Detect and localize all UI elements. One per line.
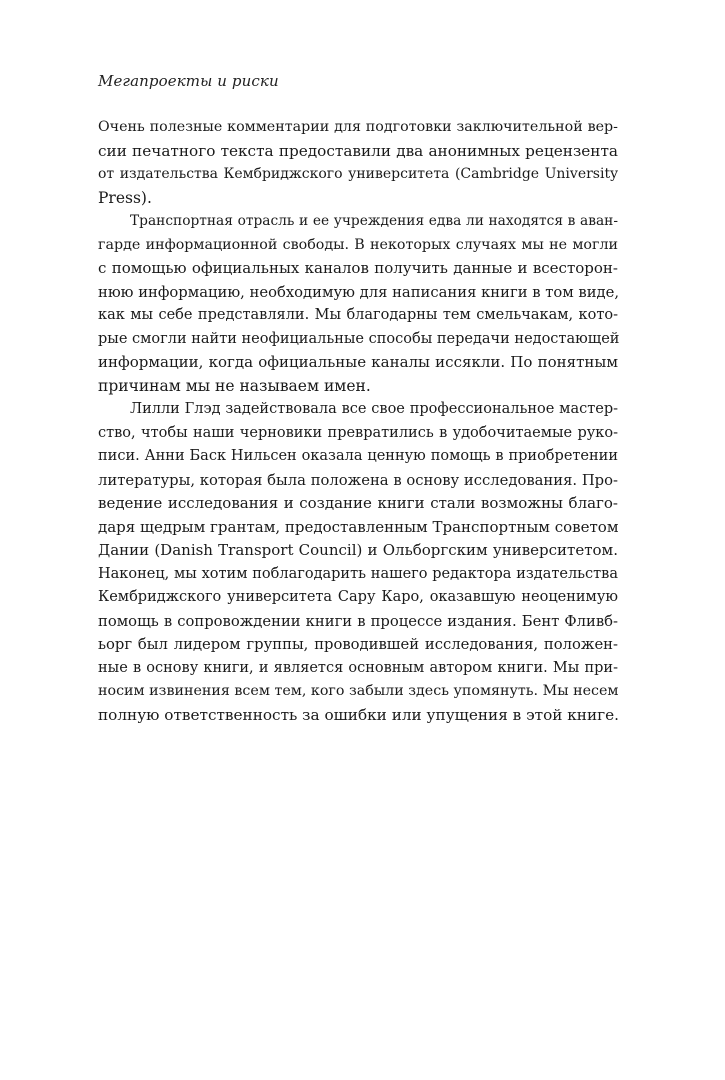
text-line: рые смогли найти неофициальные способы передачи недостающей: [98, 330, 620, 347]
text-line: от издательства Кембриджского университета (Cambridge University: [98, 166, 618, 182]
text-line: Дании (Danish Transport Council) и Ольборгским университетом.: [98, 541, 618, 559]
text-line: литературы, которая была положена в основу исследования. Про-: [98, 471, 618, 489]
text-line: ведение исследования и создание книги стали возможны благо-: [98, 494, 618, 512]
text-line: ство, чтобы наши черновики превратились в удобочитаемые руко-: [98, 424, 618, 441]
text-line: ьорг был лидером группы, проводившей исследования, положен-: [98, 636, 618, 653]
text-line: Транспортная отрасль и ее учреждения едва ли находятся в аван-: [130, 213, 618, 229]
running-head-title: Мегапроекты и риски: [98, 72, 279, 90]
body-text: [98, 116, 618, 727]
text-line: писи. Анни Баск Нильсен оказала ценную помощь в приобретении: [98, 448, 618, 464]
text-line: причинам мы не называем имен.: [98, 376, 371, 395]
text-line: Наконец, мы хотим поблагодарить нашего редактора издательства: [98, 565, 618, 582]
text-line: нюю информацию, необходимую для написания книги в том виде,: [98, 283, 620, 301]
paragraph-3: [98, 398, 618, 727]
text-line: носим извинения всем тем, кого забыли здесь упомянуть. Мы несем: [98, 683, 619, 699]
text-line: Кембриджского университета Сару Каро, оказавшую неоценимую: [98, 589, 618, 605]
text-line: с помощью официальных каналов получить данные и всесторон-: [98, 259, 618, 277]
text-line: Очень полезные комментарии для подготовки заключительной вер-: [98, 119, 618, 135]
text-line: Press).: [98, 188, 152, 207]
text-line: полную ответственность за ошибки или упущения в этой книге.: [98, 705, 619, 724]
text-line: даря щедрым грантам, предоставленным Транспортным советом: [98, 517, 619, 536]
text-line: как мы себе представляли. Мы благодарны тем смельчакам, кото-: [98, 307, 618, 323]
text-line: ные в основу книги, и является основным автором книги. Мы при-: [98, 659, 618, 676]
text-line: помощь в сопровождении книги в процессе издания. Бент Фливб-: [98, 612, 618, 630]
text-line: гарде информационной свободы. В некоторых случаях мы не могли: [98, 236, 618, 253]
text-line: сии печатного текста предоставили два анонимных рецензента: [98, 141, 618, 160]
paragraph-1: [98, 116, 618, 210]
text-line: информации, когда официальные каналы иссякли. По понятным: [98, 353, 618, 371]
paragraph-2: [98, 210, 618, 398]
text-line: Лилли Глэд задействовала все свое профессиональное мастер-: [130, 401, 618, 417]
